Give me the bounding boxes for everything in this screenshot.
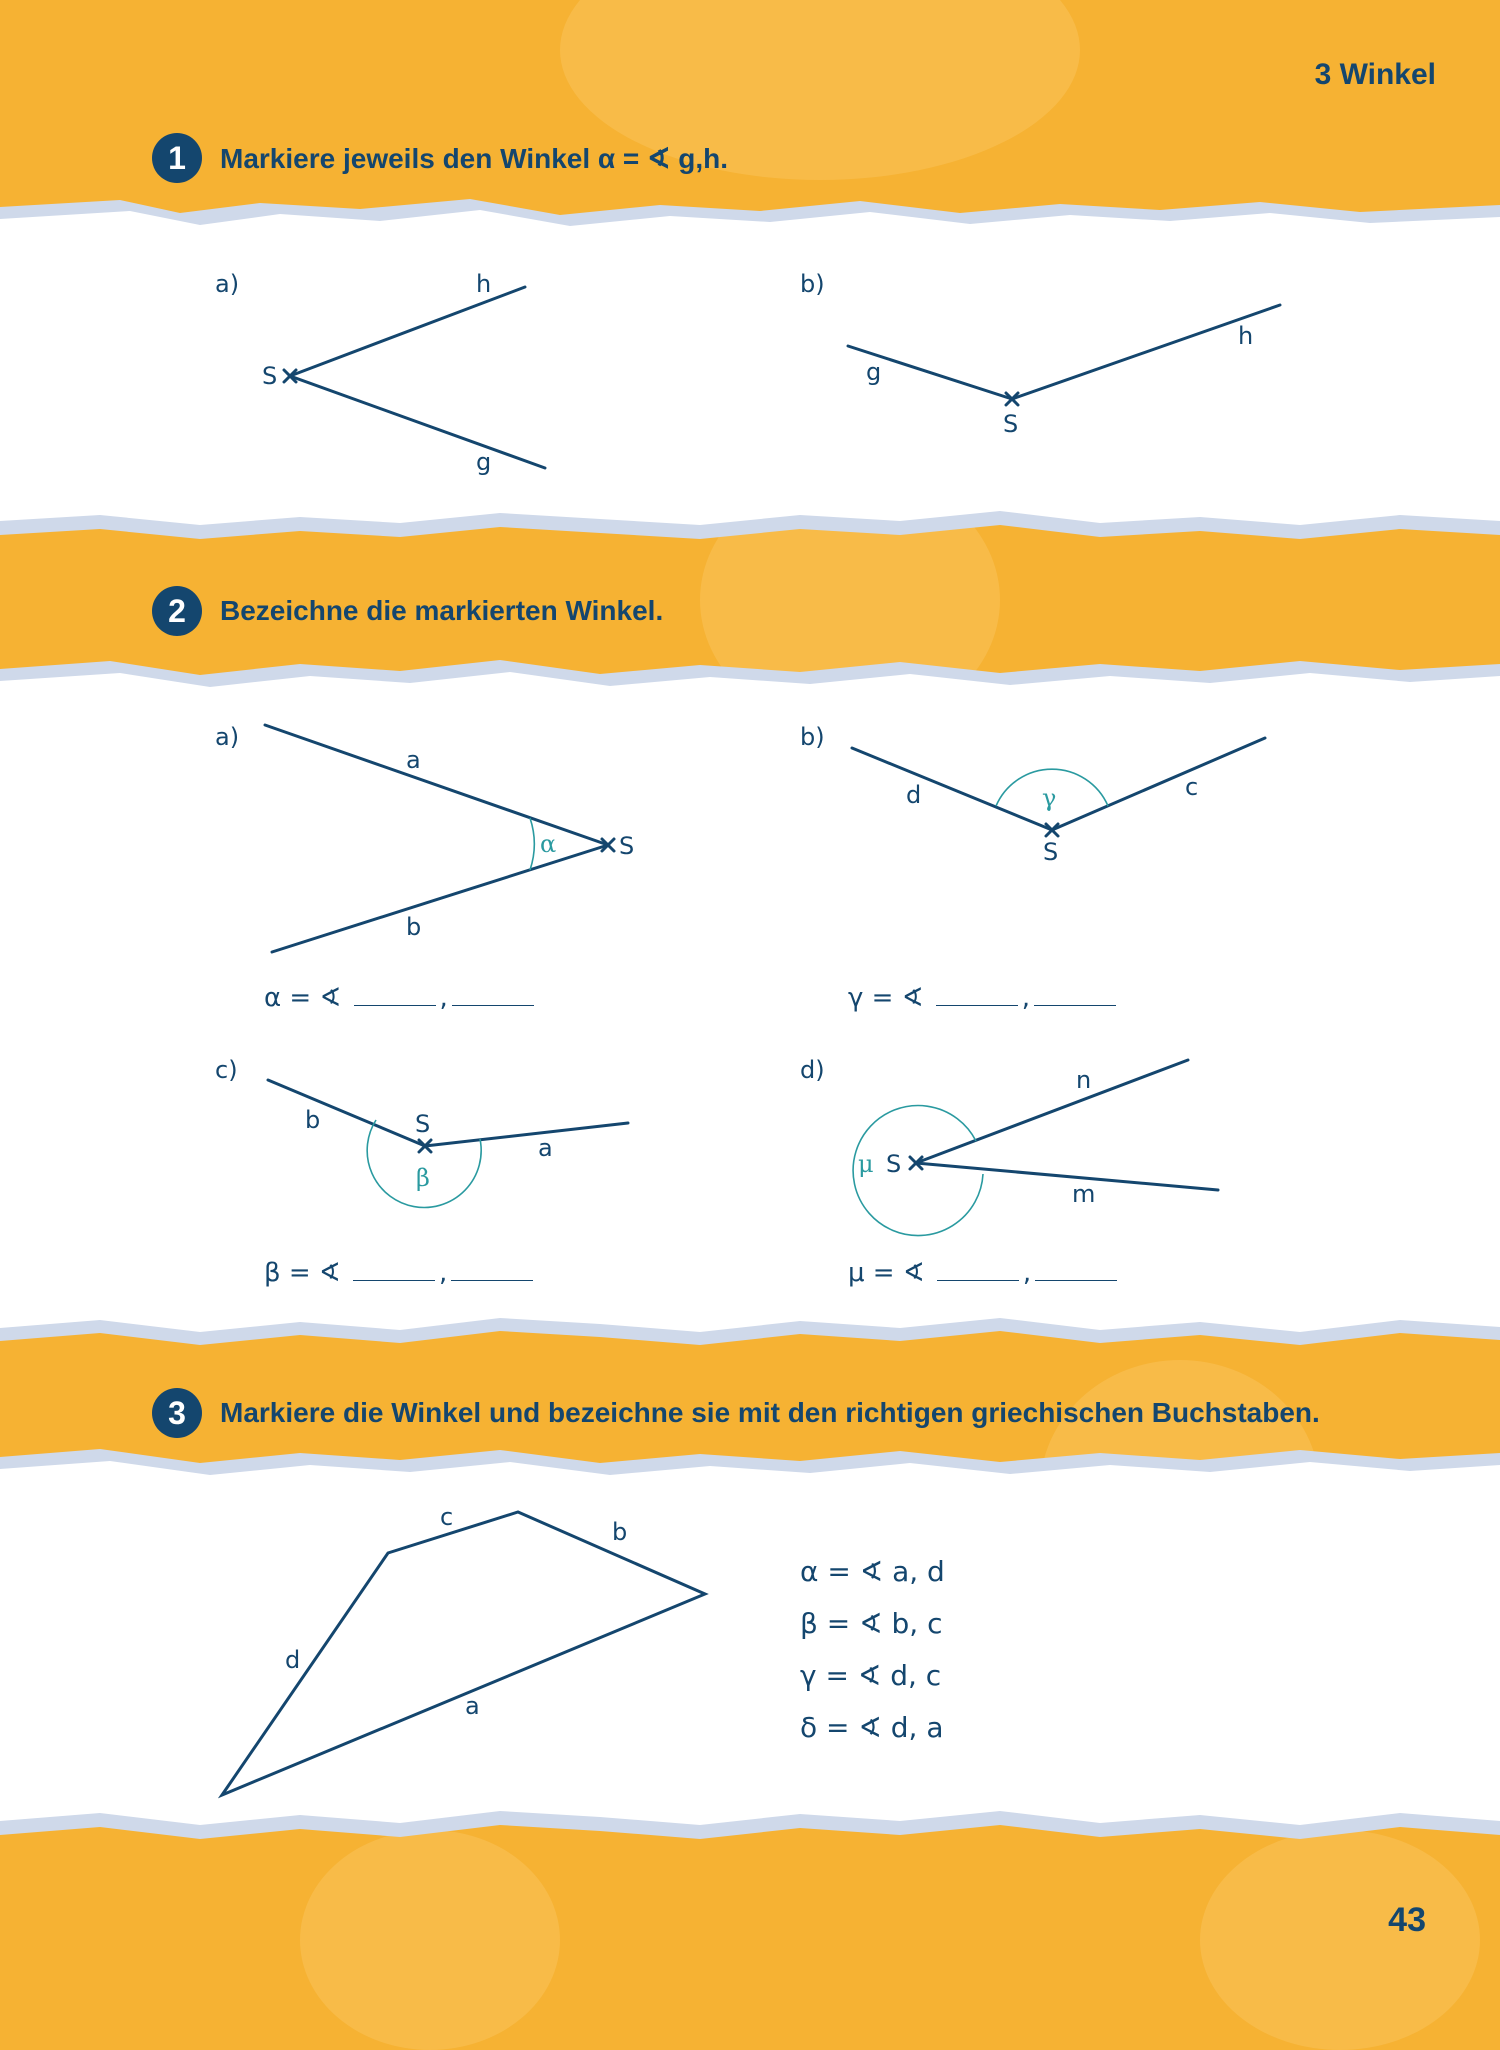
answer-item: β = ∢ b, c [800, 1607, 943, 1640]
ray-label: d [906, 781, 922, 809]
ray-m [916, 1163, 1218, 1190]
angle-label: μ [858, 1150, 874, 1178]
ray-label: m [1072, 1180, 1096, 1208]
task1b-group [800, 270, 1280, 438]
answer-blank[interactable] [936, 1004, 1018, 1006]
answer-blank[interactable] [937, 1279, 1019, 1281]
vertex-label: S [619, 832, 635, 860]
formula-separator: , [1021, 983, 1031, 1013]
answer-blank[interactable] [354, 1004, 436, 1006]
answer-blank[interactable] [451, 1279, 533, 1281]
formula-prefix: α = ∢ [264, 983, 342, 1013]
ray-d [852, 748, 1052, 830]
side-label: d [285, 1646, 301, 1674]
vertex-label: S [1043, 838, 1059, 866]
ray-a [425, 1123, 628, 1146]
chapter-title: 3 Winkel [1314, 58, 1436, 91]
ray-label: b [406, 913, 422, 941]
task-instruction: Markiere die Winkel und bezeichne sie mit den richtigen griechischen Buchstaben. [220, 1397, 1320, 1428]
ray-label: h [1238, 322, 1254, 350]
part-label: b) [800, 723, 825, 751]
side-label: b [612, 1518, 628, 1546]
ray-h [1012, 305, 1280, 399]
vertex-label: S [886, 1150, 902, 1178]
answer-blank[interactable] [452, 1004, 534, 1006]
angle-arc [530, 818, 534, 870]
ray-b [272, 845, 608, 952]
ray-c [1052, 738, 1265, 830]
vertex-label: S [262, 362, 278, 390]
formula-line-beta [264, 1258, 537, 1288]
angle-label: α [540, 830, 557, 858]
formula-prefix: μ = ∢ [848, 1258, 925, 1288]
ray-n [916, 1060, 1188, 1163]
angle-label: γ [1042, 784, 1057, 812]
side-label: c [440, 1503, 454, 1531]
vertex-cross-icon [1046, 824, 1058, 836]
answer-item: δ = ∢ d, a [800, 1711, 944, 1744]
ray-label: a [538, 1134, 553, 1162]
side-label: a [465, 1692, 480, 1720]
task1a-group [215, 270, 545, 476]
task-instruction: Markiere jeweils den Winkel α = ∢ g,h. [220, 142, 729, 174]
formula-separator: , [439, 983, 448, 1013]
part-label: b) [800, 270, 825, 298]
ray-b [268, 1080, 425, 1146]
ray-label: g [866, 358, 882, 386]
task2a-group [215, 723, 634, 952]
angle-label: β [416, 1164, 430, 1192]
task2c-group [215, 1056, 628, 1207]
task2d-group [800, 1056, 1218, 1236]
answer-blank[interactable] [353, 1279, 435, 1281]
ray-h [290, 287, 525, 376]
answer-item: γ = ∢ d, c [800, 1659, 942, 1692]
task2b-group [800, 723, 1265, 866]
formula-line-alpha [264, 983, 538, 1013]
page-number: 43 [1388, 1901, 1426, 1939]
task-number-badge: 3 [152, 1388, 202, 1438]
formula-line-mu [848, 1258, 1121, 1288]
answer-blank[interactable] [1034, 1004, 1116, 1006]
ray-g [290, 376, 545, 468]
formula-prefix: γ = ∢ [848, 983, 924, 1013]
ray-label: h [476, 270, 492, 298]
formula-prefix: β = ∢ [264, 1258, 341, 1288]
task3-answer-list [800, 1555, 945, 1763]
ray-a [265, 725, 608, 845]
ray-label: b [305, 1106, 321, 1134]
part-label: a) [215, 270, 240, 298]
vertex-label: S [415, 1110, 431, 1138]
part-label: d) [800, 1056, 825, 1084]
part-label: c) [215, 1056, 238, 1084]
task3-quadrilateral [222, 1503, 705, 1795]
answer-blank[interactable] [1035, 1279, 1117, 1281]
ray-label: a [406, 746, 421, 774]
vertex-label: S [1003, 410, 1019, 438]
task-instruction: Bezeichne die markierten Winkel. [220, 595, 664, 626]
part-label: a) [215, 723, 240, 751]
task-number-badge: 2 [152, 586, 202, 636]
ray-label: c [1185, 773, 1199, 801]
answer-item: α = ∢ a, d [800, 1555, 945, 1588]
ray-label: g [476, 448, 492, 476]
task-number-badge: 1 [152, 133, 202, 183]
formula-line-gamma [848, 983, 1120, 1013]
formula-separator: , [1022, 1258, 1032, 1288]
formula-separator: , [438, 1258, 448, 1288]
ray-label: n [1076, 1066, 1092, 1094]
